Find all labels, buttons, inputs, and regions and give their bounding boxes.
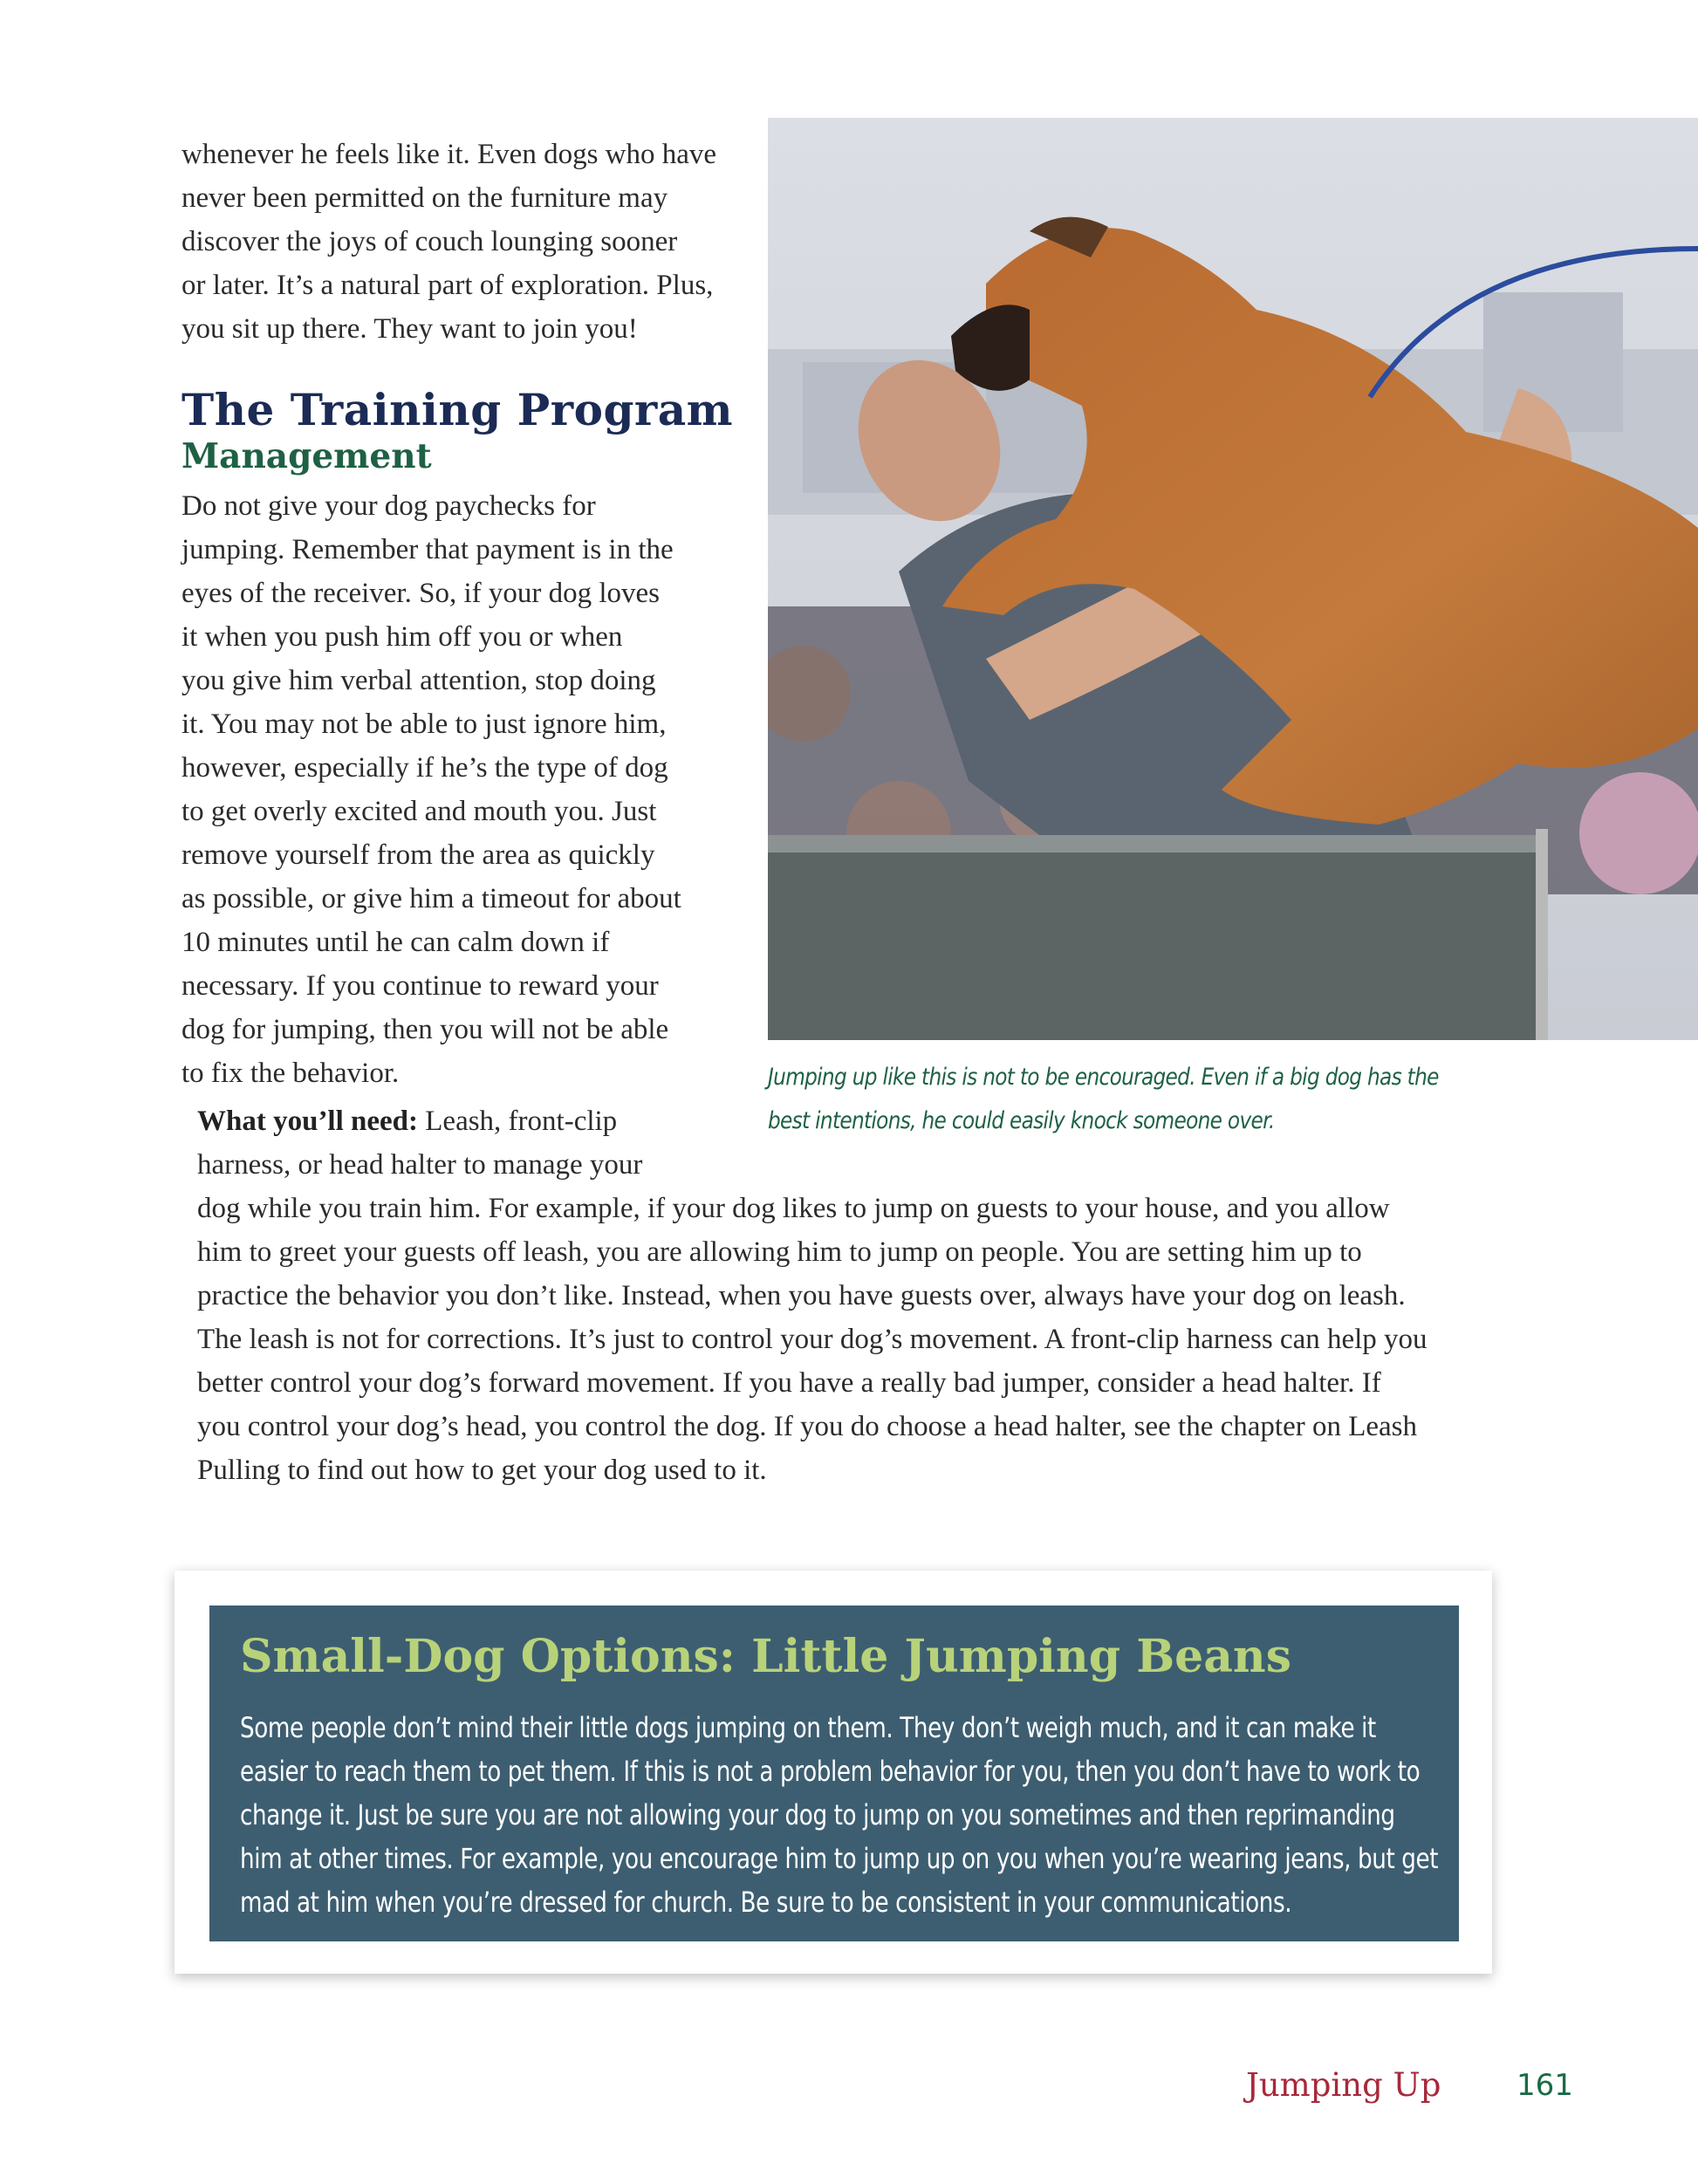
text-line: discover the joys of couch lounging sooner xyxy=(181,226,678,257)
text-fragment: Leash, front-clip xyxy=(418,1106,618,1137)
text-line: never been permitted on the furniture may xyxy=(181,182,668,214)
section-heading: The Training Program xyxy=(181,384,734,435)
photo-illustration xyxy=(768,118,1698,1040)
text-line: you give him verbal attention, stop doing xyxy=(181,665,656,696)
text-line: dog for jumping, then you will not be able xyxy=(181,1014,669,1045)
text-line: remove yourself from the area as quickly xyxy=(181,839,655,871)
page-number: 161 xyxy=(1517,2068,1573,2103)
what-you-need-label: What you’ll need: xyxy=(197,1106,419,1137)
text-line: jumping. Remember that payment is in the xyxy=(181,534,674,565)
sidebar-title: Small-Dog Options: Little Jumping Beans xyxy=(240,1630,1292,1683)
text-line: harness, or head halter to manage your xyxy=(197,1149,643,1181)
text-line: Do not give your dog paychecks for xyxy=(181,490,596,522)
sidebar-line: easier to reach them to pet them. If this is not a problem behavior for you, then you don’t have to work to xyxy=(240,1755,1421,1788)
caption-line: best intentions, he could easily knock someone over. xyxy=(768,1107,1275,1134)
text-line xyxy=(197,1099,642,1143)
text-line: better control your dog’s forward movement. If you have a really bad jumper, consider a head halter. If xyxy=(197,1367,1381,1399)
text-line: dog while you train him. For example, if your dog likes to jump on guests to your house, and you allow xyxy=(197,1193,1390,1224)
footer-chapter-title: Jumping Up xyxy=(1246,2066,1441,2104)
text-line: it. You may not be able to just ignore him, xyxy=(181,709,667,740)
text-line: as possible, or give him a timeout for about xyxy=(181,883,681,914)
sidebar-line: him at other times. For example, you encourage him to jump up on you when you’re wearing jeans, but get xyxy=(240,1842,1439,1875)
management-paragraph xyxy=(181,484,681,1095)
sidebar-line: mad at him when you’re dressed for church. Be sure to be consistent in your communications. xyxy=(240,1886,1292,1919)
text-line: him to greet your guests off leash, you are allowing him to jump on people. You are setting him up to xyxy=(197,1236,1362,1268)
what-you-need-paragraph xyxy=(197,1099,642,1187)
text-line: practice the behavior you don’t like. Instead, when you have guests over, always have your dog on leash. xyxy=(197,1280,1406,1311)
text-line: whenever he feels like it. Even dogs who have xyxy=(181,139,717,170)
text-line: to get overly excited and mouth you. Just xyxy=(181,796,657,827)
text-line: 10 minutes until he can calm down if xyxy=(181,927,610,958)
text-line: however, especially if he’s the type of dog xyxy=(181,752,668,784)
sidebar-body xyxy=(240,1706,1438,1924)
wide-paragraph xyxy=(197,1187,1428,1492)
text-line: eyes of the receiver. So, if your dog loves xyxy=(181,578,661,609)
sidebar-line: change it. Just be sure you are not allowing your dog to jump on you sometimes and then reprimanding xyxy=(240,1798,1395,1831)
text-line: The leash is not for corrections. It’s just to control your dog’s movement. A front-clip harness can help you xyxy=(197,1324,1428,1355)
sidebar-line: Some people don’t mind their little dogs jumping on them. They don’t weigh much, and it can make it xyxy=(240,1711,1376,1744)
subsection-heading: Management xyxy=(181,436,432,476)
text-line: Pulling to find out how to get your dog used to it. xyxy=(197,1455,767,1486)
text-line: it when you push him off you or when xyxy=(181,621,623,653)
caption-line: Jumping up like this is not to be encouraged. Even if a big dog has the xyxy=(768,1064,1439,1091)
text-line: you sit up there. They want to join you! xyxy=(181,313,638,345)
sidebar-card xyxy=(175,1571,1492,1974)
photo-caption xyxy=(768,1056,1439,1143)
intro-paragraph xyxy=(181,133,716,351)
dog-jumping-photo xyxy=(768,118,1698,1040)
sidebar-box xyxy=(209,1605,1459,1941)
text-line: to fix the behavior. xyxy=(181,1058,400,1089)
text-line: you control your dog’s head, you control the dog. If you do choose a head halter, see the chapter on Leash xyxy=(197,1411,1418,1442)
text-line: necessary. If you continue to reward your xyxy=(181,970,659,1002)
text-line: or later. It’s a natural part of exploration. Plus, xyxy=(181,270,714,301)
